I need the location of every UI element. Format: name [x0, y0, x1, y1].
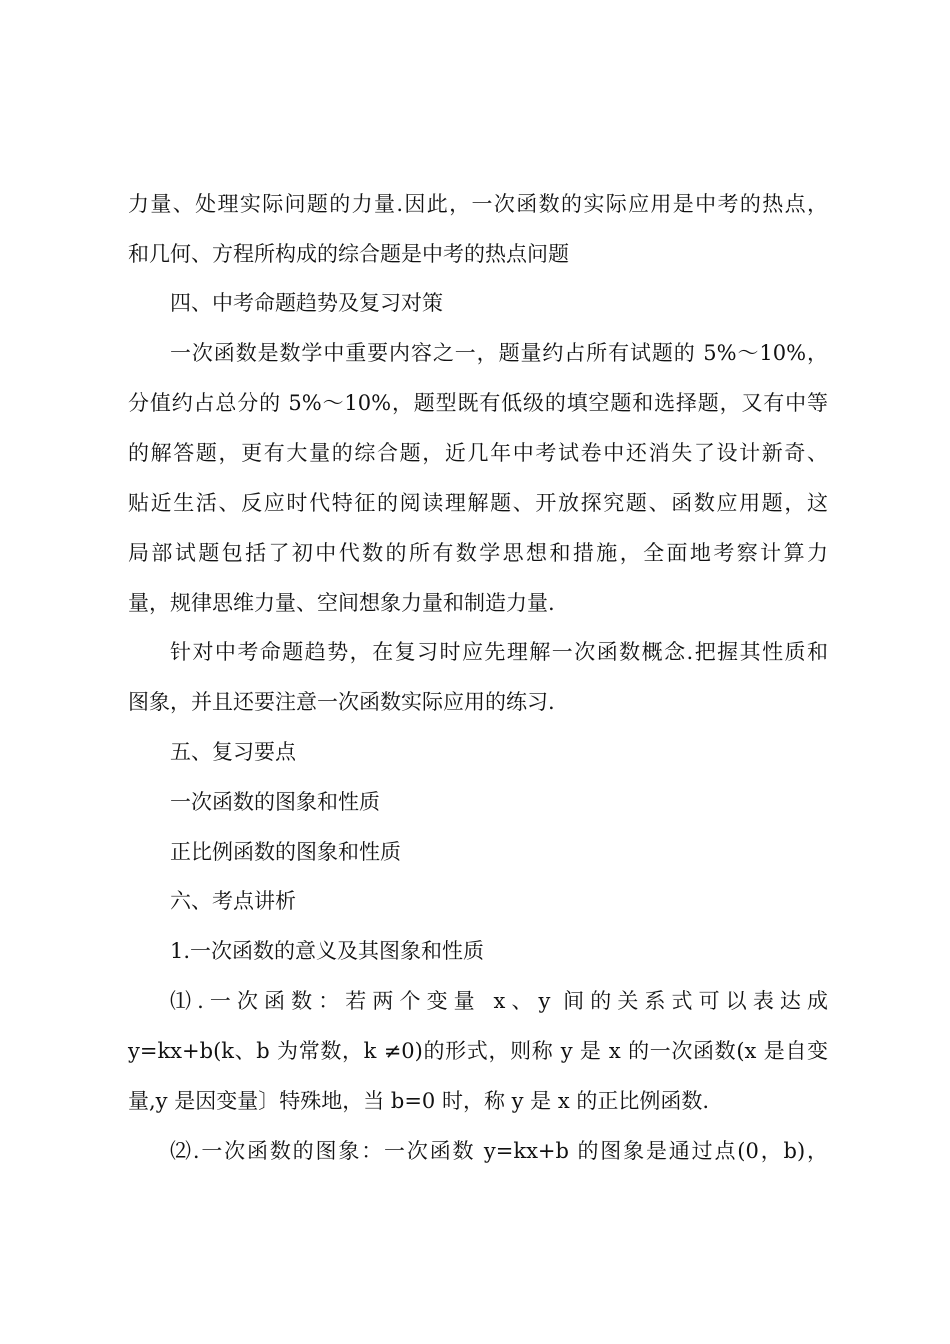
paragraph-line: 量，规律思维力量、空间想象力量和制造力量. [128, 591, 555, 615]
paragraph-line: 和几何、方程所构成的综合题是中考的热点问题 [128, 242, 569, 266]
paragraph-line: ⑴.一次函数：若两个变量 x、y 间的关系式可以表达成 [170, 989, 828, 1013]
paragraph-line: 力量、处理实际问题的力量.因此，一次函数的实际应用是中考的热点， [128, 192, 828, 216]
paragraph-line: 针对中考命题趋势，在复习时应先理解一次函数概念.把握其性质和 [170, 640, 828, 664]
paragraph-line: 分值约占总分的 5%～10%，题型既有低级的填空题和选择题，又有中等 [128, 391, 828, 415]
section-heading: 六、考点讲析 [170, 889, 296, 913]
paragraph-line: 贴近生活、反应时代特征的阅读理解题、开放探究题、函数应用题，这 [128, 491, 828, 515]
list-item: 正比例函数的图象和性质 [170, 840, 401, 864]
section-heading: 五、复习要点 [170, 740, 296, 764]
paragraph-line: 图象，并且还要注意一次函数实际应用的练习. [128, 690, 555, 714]
subsection-heading: 1.一次函数的意义及其图象和性质 [170, 939, 485, 963]
list-item: 一次函数的图象和性质 [170, 790, 380, 814]
paragraph-line: 局部试题包括了初中代数的所有数学思想和措施，全面地考察计算力 [128, 541, 828, 565]
section-heading: 四、中考命题趋势及复习对策 [170, 291, 443, 315]
paragraph-line: ⑵.一次函数的图象：一次函数 y=kx+b 的图象是通过点(0，b)， [170, 1139, 828, 1163]
paragraph-line: 量,y 是因变量〕特殊地，当 b=0 时，称 y 是 x 的正比例函数. [128, 1089, 710, 1113]
paragraph-line: y=kx+b(k、b 为常数，k ≠0)的形式，则称 y 是 x 的一次函数(x 是自变 [128, 1039, 828, 1063]
paragraph-line: 的解答题，更有大量的综合题，近几年中考试卷中还消失了设计新奇、 [128, 441, 828, 465]
paragraph-line: 一次函数是数学中重要内容之一，题量约占所有试题的 5%～10%， [170, 341, 828, 365]
